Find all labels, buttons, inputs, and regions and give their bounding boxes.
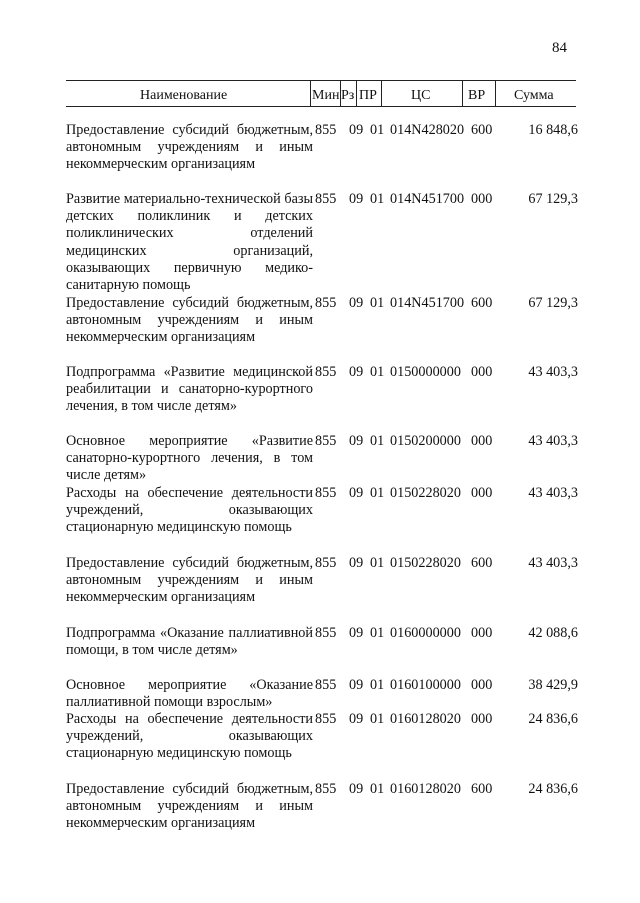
row-sum: 43 403,3 bbox=[528, 364, 578, 380]
column-separator bbox=[381, 81, 382, 106]
row-pr: 01 bbox=[370, 191, 385, 207]
row-pr: 01 bbox=[370, 781, 385, 797]
header-vr: ВР bbox=[468, 88, 486, 103]
row-cs: 0160128020 bbox=[390, 711, 461, 727]
row-vr: 000 bbox=[471, 364, 493, 380]
row-vr: 600 bbox=[471, 781, 493, 797]
row-pr: 01 bbox=[370, 711, 385, 727]
row-sum: 67 129,3 bbox=[528, 295, 578, 311]
column-separator bbox=[356, 81, 357, 106]
row-cs: 0150000000 bbox=[390, 364, 461, 380]
row-pr: 01 bbox=[370, 122, 385, 138]
row-cs: 014N428020 bbox=[390, 122, 465, 138]
row-vr: 000 bbox=[471, 625, 493, 641]
row-name: Предоставление субсидий бюджетным, автономным учреждениям и иным некоммерческим организациям bbox=[66, 295, 313, 346]
row-rz: 09 bbox=[349, 295, 364, 311]
table-header-top-rule bbox=[66, 80, 576, 81]
row-min: 855 bbox=[315, 555, 337, 571]
row-vr: 600 bbox=[471, 555, 493, 571]
row-rz: 09 bbox=[349, 433, 364, 449]
row-name: Основное мероприятие «Развитие санаторно-курортного лечения, в том числе детям» bbox=[66, 433, 313, 484]
header-pr: ПР bbox=[359, 88, 377, 103]
row-sum: 43 403,3 bbox=[528, 555, 578, 571]
row-min: 855 bbox=[315, 191, 337, 207]
row-name: Расходы на обеспечение деятельности учреждений, оказывающих стационарную медицинскую помощь bbox=[66, 485, 313, 536]
row-cs: 0150228020 bbox=[390, 485, 461, 501]
row-vr: 600 bbox=[471, 295, 493, 311]
row-sum: 38 429,9 bbox=[528, 677, 578, 693]
row-min: 855 bbox=[315, 295, 337, 311]
row-rz: 09 bbox=[349, 625, 364, 641]
column-separator bbox=[495, 81, 496, 106]
row-rz: 09 bbox=[349, 364, 364, 380]
row-cs: 0160100000 bbox=[390, 677, 461, 693]
row-min: 855 bbox=[315, 433, 337, 449]
table-header-bottom-rule bbox=[66, 106, 576, 107]
row-rz: 09 bbox=[349, 485, 364, 501]
row-min: 855 bbox=[315, 677, 337, 693]
row-sum: 24 836,6 bbox=[528, 711, 578, 727]
header-rz: Рз bbox=[341, 88, 355, 103]
row-cs: 014N451700 bbox=[390, 191, 465, 207]
row-min: 855 bbox=[315, 364, 337, 380]
row-min: 855 bbox=[315, 485, 337, 501]
header-name: Наименование bbox=[140, 88, 228, 103]
page-number: 84 bbox=[552, 40, 567, 56]
row-sum: 16 848,6 bbox=[528, 122, 578, 138]
row-cs: 0160128020 bbox=[390, 781, 461, 797]
row-cs: 014N451700 bbox=[390, 295, 465, 311]
row-pr: 01 bbox=[370, 295, 385, 311]
column-separator bbox=[310, 81, 311, 106]
row-rz: 09 bbox=[349, 555, 364, 571]
row-sum: 43 403,3 bbox=[528, 485, 578, 501]
row-name: Предоставление субсидий бюджетным, автономным учреждениям и иным некоммерческим организациям bbox=[66, 781, 313, 832]
row-vr: 000 bbox=[471, 677, 493, 693]
row-vr: 000 bbox=[471, 485, 493, 501]
row-name: Расходы на обеспечение деятельности учреждений, оказывающих стационарную медицинскую помощь bbox=[66, 711, 313, 762]
header-sum: Сумма bbox=[514, 88, 554, 103]
row-pr: 01 bbox=[370, 433, 385, 449]
row-cs: 0150228020 bbox=[390, 555, 461, 571]
row-sum: 42 088,6 bbox=[528, 625, 578, 641]
row-min: 855 bbox=[315, 122, 337, 138]
column-separator bbox=[462, 81, 463, 106]
row-name: Подпрограмма «Развитие медицинской реабилитации и санаторно-курортного лечения, в том числе детям» bbox=[66, 364, 313, 415]
row-cs: 0150200000 bbox=[390, 433, 461, 449]
header-cs: ЦС bbox=[411, 88, 431, 103]
row-pr: 01 bbox=[370, 364, 385, 380]
row-name: Предоставление субсидий бюджетным, автономным учреждениям и иным некоммерческим организациям bbox=[66, 122, 313, 173]
row-rz: 09 bbox=[349, 781, 364, 797]
row-sum: 43 403,3 bbox=[528, 433, 578, 449]
row-sum: 67 129,3 bbox=[528, 191, 578, 207]
row-rz: 09 bbox=[349, 122, 364, 138]
row-name: Основное мероприятие «Оказание паллиативной помощи взрослым» bbox=[66, 677, 313, 711]
row-pr: 01 bbox=[370, 625, 385, 641]
row-pr: 01 bbox=[370, 677, 385, 693]
row-sum: 24 836,6 bbox=[528, 781, 578, 797]
row-rz: 09 bbox=[349, 711, 364, 727]
row-vr: 000 bbox=[471, 711, 493, 727]
row-rz: 09 bbox=[349, 191, 364, 207]
row-cs: 0160000000 bbox=[390, 625, 461, 641]
row-min: 855 bbox=[315, 781, 337, 797]
row-vr: 000 bbox=[471, 433, 493, 449]
row-vr: 600 bbox=[471, 122, 493, 138]
row-rz: 09 bbox=[349, 677, 364, 693]
row-pr: 01 bbox=[370, 485, 385, 501]
row-name: Подпрограмма «Оказание паллиативной помощи, в том числе детям» bbox=[66, 625, 313, 659]
header-min: Мин bbox=[312, 88, 340, 103]
row-min: 855 bbox=[315, 625, 337, 641]
row-name: Предоставление субсидий бюджетным, автономным учреждениям и иным некоммерческим организациям bbox=[66, 555, 313, 606]
row-min: 855 bbox=[315, 711, 337, 727]
row-vr: 000 bbox=[471, 191, 493, 207]
row-pr: 01 bbox=[370, 555, 385, 571]
row-name: Развитие материально-технической базы детских поликлиник и детских поликлинических отделений медицинских организаций, оказывающих первичную медико-санитарную помощь bbox=[66, 191, 313, 294]
